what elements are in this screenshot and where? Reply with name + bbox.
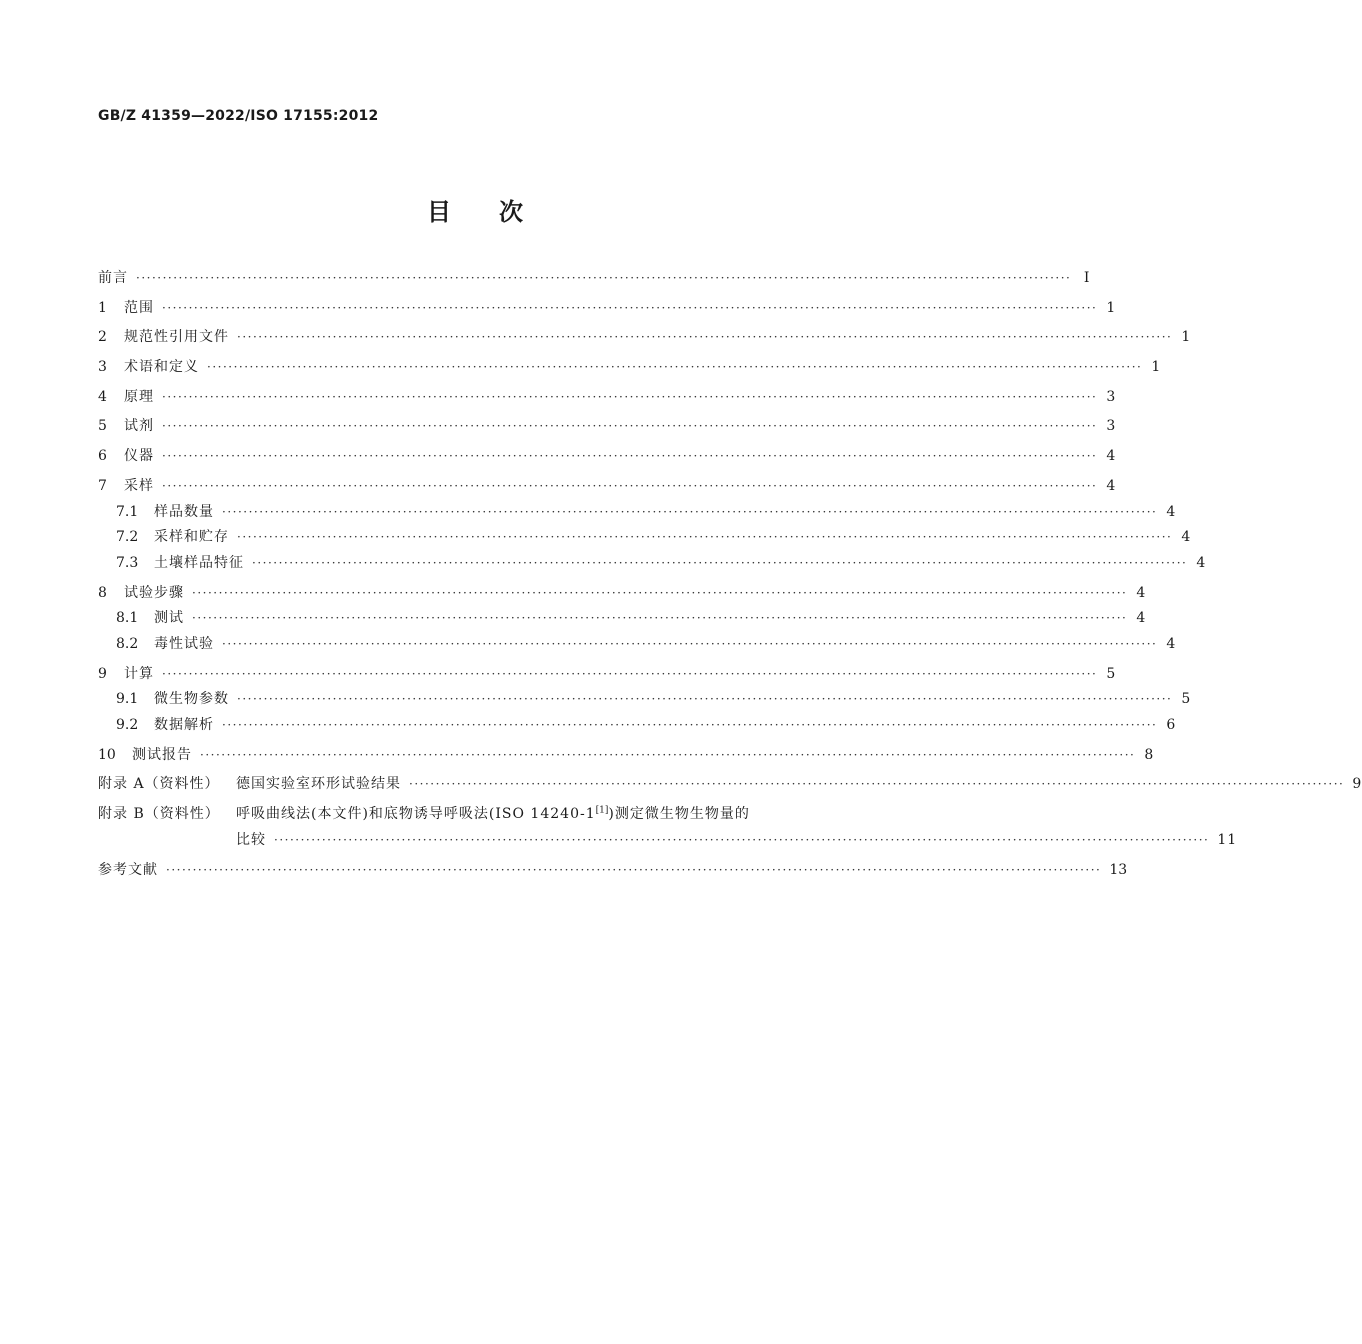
toc-entry-text: 微生物参数 [154, 691, 229, 708]
annex-label: 附录 A（资料性） [98, 776, 220, 793]
toc-entry-2[interactable] [98, 327, 1191, 347]
toc-entry-10[interactable] [98, 745, 1154, 765]
toc-entry-text: 仪器 [124, 448, 154, 465]
toc-entry-number: 2 [98, 329, 107, 346]
toc-entry-8[interactable] [98, 583, 1146, 603]
dot-leader [192, 583, 1127, 603]
toc-page-number: Ⅰ [1083, 270, 1090, 286]
dot-leader [222, 502, 1157, 522]
toc-entry-3[interactable] [98, 357, 1161, 377]
toc-page-number: 1 [1106, 299, 1116, 316]
toc-entry-text: 计算 [124, 665, 154, 682]
toc-page-number: 4 [1196, 554, 1206, 571]
toc-entry-4[interactable] [98, 387, 1116, 407]
dot-leader [136, 268, 1071, 288]
toc-entry-text: 原理 [124, 388, 154, 405]
dot-leader [192, 608, 1127, 628]
toc-entry-annex-b[interactable] [98, 804, 1238, 850]
toc-entry-number: 7 [98, 477, 107, 494]
standard-code: GB/Z 41359—2022/ISO 17155:2012 [98, 108, 379, 124]
toc-entry-text: 试剂 [124, 418, 154, 435]
dot-leader [162, 476, 1097, 496]
toc-entry-text: 测试 [154, 610, 184, 627]
dot-leader [162, 387, 1097, 407]
toc-page-number: 3 [1106, 418, 1116, 435]
toc-entry-text: 样品数量 [154, 503, 214, 520]
dot-leader [162, 298, 1097, 318]
toc-entry-number: 9 [98, 665, 107, 682]
toc-entry-text: 试验步骤 [124, 584, 184, 601]
dot-leader [162, 664, 1097, 684]
toc-page-number: 9 [1352, 776, 1362, 793]
toc-page-number: 4 [1181, 529, 1191, 546]
toc-page-number: 11 [1217, 832, 1238, 849]
dot-leader [237, 689, 1172, 709]
dot-leader [200, 745, 1135, 765]
toc-page-number: 4 [1166, 635, 1176, 652]
dot-leader [162, 416, 1097, 436]
toc-page-number: 5 [1106, 665, 1116, 682]
toc-page-number: 6 [1166, 717, 1176, 733]
dot-leader [252, 553, 1187, 573]
toc-entry-foreword[interactable] [98, 268, 1090, 288]
toc-page-number: 5 [1181, 691, 1191, 708]
toc-entry-bibliography[interactable] [98, 860, 1128, 880]
toc-entry-text-line2: 比较 [236, 832, 266, 849]
toc-entry-7-1[interactable] [98, 502, 1176, 522]
toc-page-number: 3 [1106, 388, 1116, 405]
toc-entry-text: 术语和定义 [124, 359, 199, 376]
toc-entry-text: 范围 [124, 299, 154, 316]
toc-entry-7[interactable] [98, 476, 1116, 496]
toc-entry-text: 德国实验室环形试验结果 [236, 776, 401, 793]
toc-entry-text: 参考文献 [98, 861, 158, 878]
toc-entry-text: 土壤样品特征 [154, 554, 244, 571]
toc-page-number: 8 [1144, 746, 1154, 763]
table-of-contents [98, 268, 1362, 880]
toc-page-number: 4 [1166, 503, 1176, 520]
toc-entry-text: 前言 [98, 270, 128, 286]
toc-page-number: 1 [1181, 329, 1191, 346]
dot-leader [222, 634, 1157, 654]
dot-leader [207, 357, 1142, 377]
toc-entry-text: 测试报告 [132, 746, 192, 763]
toc-entry-7-3[interactable] [98, 553, 1206, 573]
toc-entry-9-1[interactable] [98, 689, 1191, 709]
toc-entry-8-1[interactable] [98, 608, 1146, 628]
toc-entry-number: 7.2 [116, 529, 139, 546]
toc-page-number: 4 [1106, 477, 1116, 494]
toc-entry-number: 9.1 [116, 691, 139, 708]
toc-entry-number: 6 [98, 448, 107, 465]
toc-entry-number: 8.2 [116, 635, 139, 652]
toc-page-number: 4 [1136, 584, 1146, 601]
toc-entry-text: 毒性试验 [154, 635, 214, 652]
annex-b-title-part1: 呼吸曲线法(本文件)和底物诱导呼吸法(ISO 14240-1 [236, 806, 596, 823]
dot-leader [222, 715, 1157, 735]
toc-page-number: 4 [1106, 448, 1116, 465]
toc-entry-9-2[interactable] [98, 715, 1176, 735]
dot-leader [166, 860, 1101, 880]
reference-mark[interactable]: [1] [595, 805, 609, 816]
toc-entry-number: 5 [98, 418, 107, 435]
toc-entry-number: 4 [98, 388, 107, 405]
toc-entry-number: 9.2 [116, 717, 139, 733]
toc-entry-8-2[interactable] [98, 634, 1176, 654]
annex-b-title-part2: )测定微生物生物量的 [608, 806, 750, 823]
toc-title: 目次 [427, 198, 571, 226]
toc-page-number: 4 [1136, 610, 1146, 627]
toc-entry-5[interactable] [98, 416, 1116, 436]
toc-entry-text: 采样 [124, 477, 154, 494]
toc-entry-number: 7.1 [116, 503, 139, 520]
toc-entry-number: 10 [98, 746, 116, 763]
toc-page-number: 1 [1151, 359, 1161, 376]
toc-entry-number: 1 [98, 299, 107, 316]
toc-entry-annex-a[interactable] [98, 774, 1362, 794]
dot-leader [162, 446, 1097, 466]
toc-entry-text: 采样和贮存 [154, 529, 229, 546]
dot-leader [409, 774, 1344, 794]
dot-leader [274, 830, 1209, 850]
toc-entry-number: 8.1 [116, 610, 139, 627]
annex-label: 附录 B（资料性） [98, 806, 220, 823]
toc-entry-6[interactable] [98, 446, 1116, 466]
dot-leader [237, 527, 1172, 547]
toc-page-number: 13 [1109, 861, 1128, 878]
toc-entry-text: 规范性引用文件 [124, 329, 229, 346]
toc-entry-text-line1 [236, 804, 750, 824]
toc-entry-number: 3 [98, 359, 107, 376]
dot-leader [237, 327, 1172, 347]
toc-entry-number: 8 [98, 584, 107, 601]
toc-entry-1[interactable] [98, 298, 1116, 318]
toc-entry-9[interactable] [98, 664, 1116, 684]
toc-entry-7-2[interactable] [98, 527, 1191, 547]
toc-entry-text: 数据解析 [154, 717, 214, 733]
toc-entry-number: 7.3 [116, 554, 139, 571]
